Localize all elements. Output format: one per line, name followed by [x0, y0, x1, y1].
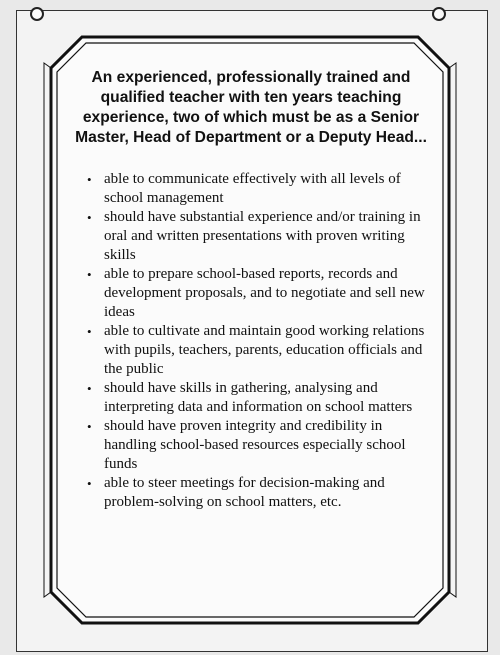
bullet-icon: • [87, 324, 92, 339]
bullet-icon: • [87, 381, 92, 396]
list-item [85, 208, 434, 265]
criterion-text: able to steer meetings for decision-making and problem-solving on school matters, etc. [104, 475, 385, 510]
job-criteria-panel [68, 60, 434, 512]
bullet-icon: • [87, 476, 92, 491]
criterion-text: should have substantial experience and/or training in oral and written presentations with proven writing skills [104, 209, 421, 263]
list-item [85, 170, 434, 208]
list-item [85, 265, 434, 322]
criterion-text: able to prepare school-based reports, records and development proposals, and to negotiate and sell new ideas [104, 266, 425, 320]
bullet-icon: • [87, 210, 92, 225]
criterion-text: should have skills in gathering, analysing and interpreting data and information on school matters [104, 380, 413, 415]
criterion-text: able to communicate effectively with all levels of school management [104, 171, 401, 206]
bullet-icon: • [87, 172, 92, 187]
list-item [85, 379, 434, 417]
criterion-text: able to cultivate and maintain good working relations with pupils, teachers, parents, education officials and the public [104, 323, 425, 377]
criterion-text: should have proven integrity and credibility in handling school-based resources especially school funds [104, 418, 406, 472]
bullet-icon: • [87, 267, 92, 282]
list-item [85, 322, 434, 379]
criteria-list [68, 170, 434, 512]
list-item [85, 474, 434, 512]
bullet-icon: • [87, 419, 92, 434]
list-item [85, 417, 434, 474]
headline: An experienced, professionally trained and qualified teacher with ten years teaching experience, two of which must be as a Senior Master, Head of Department or a Deputy Head... [75, 69, 427, 146]
